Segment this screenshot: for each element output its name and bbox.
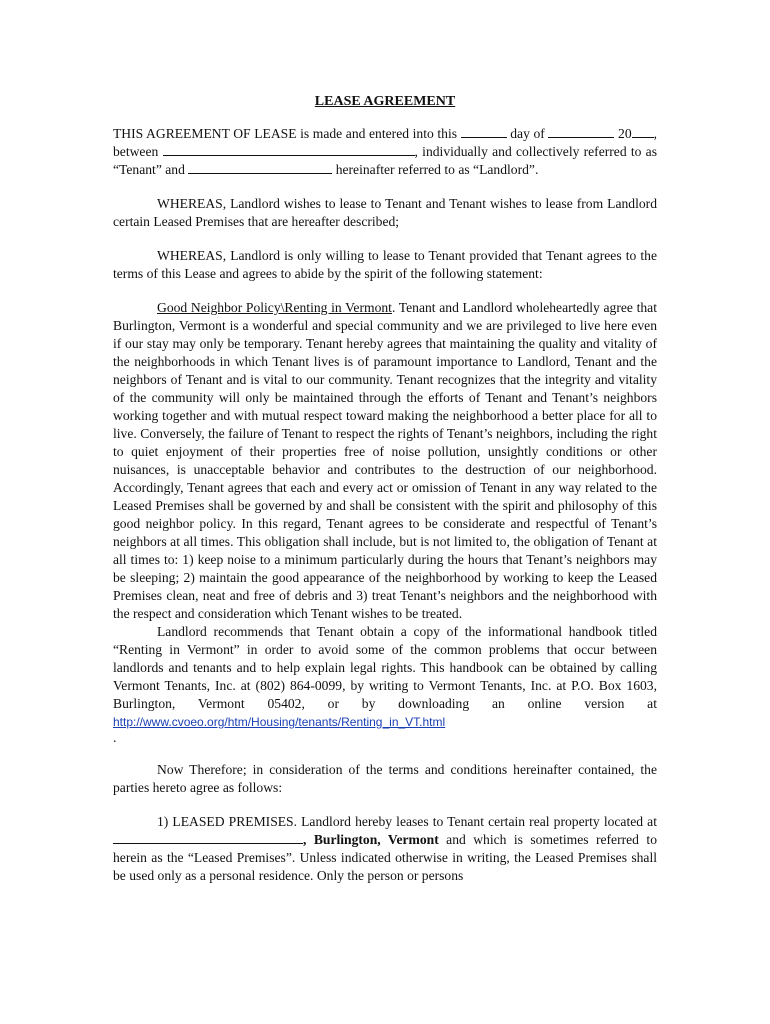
intro-text-6: hereinafter referred to as “Landlord”.: [335, 162, 539, 177]
day-blank[interactable]: [461, 125, 507, 138]
property-address-blank[interactable]: [113, 831, 303, 844]
intro-text-5: , individually and collectively referred to as “Tenant” and: [113, 144, 657, 177]
handbook-text: Landlord recommends that Tenant obtain a copy of the informational handbook titled “Renting in Vermont” in order to avoid some of the common problems that occur between landlords and tenants and to help explain legal rights. This handbook can be obtained by calling Vermont Tenants, Inc. at (802) 864-0099, by writing to Vermont Tenants, Inc. at P.O. Box 1603, Burlington, Vermont 05402, or by downloading an online version at: [113, 624, 657, 711]
tenant-name-blank[interactable]: [163, 143, 415, 156]
good-neighbor-body: . Tenant and Landlord wholeheartedly agree that Burlington, Vermont is a wonderful and special community and we are privileged to live here even if our stay may only be temporary. Tenant hereby agrees that maintaining the quality and vitality of the neighborhoods in which Tenant lives is of paramount importance to Landlord, Tenant and the neighbors of Tenant and is vital to our community. Tenant recognizes that the integrity and vitality of the community will only be maintained through the efforts of Tenant and Tenant’s neighbors working together and with mutual respect toward making the neighborhood a better place for all to live. Conversely, the failure of Tenant to respect the rights of Tenant’s neighbors, including the right to quiet enjoyment of their properties free of noise pollution, unsightly conditions or other nuisances, is unacceptable behavior and contributes to the destruction of our neighborhood. Accordingly, Tenant agrees that each and every act or omission of Tenant in any way related to the Leased Premises shall be governed by and shall be consistent with the spirit and philosophy of this good neighbor policy. In this regard, Tenant agrees to be considerate and respectful of Tenant’s neighbors at all times. This obligation shall include, but is not limited to, the obligation of Tenant at all times to: 1) keep noise to a minimum particularly during the hours that Tenant’s neighbors may be sleeping; 2) maintain the good appearance of the neighborhood by working to keep the Leased Premises clean, neat and free of debris and 3) treat Tenant’s neighbors and the neighborhood with the respect and consideration which Tenant wishes to be treated.: [113, 300, 657, 621]
whereas-paragraph-2: WHEREAS, Landlord is only willing to lease to Tenant provided that Tenant agrees to the terms of this Lease and agrees to abide by the spirit of the following statement:: [113, 248, 657, 281]
renting-in-vt-link[interactable]: http://www.cvoeo.org/htm/Housing/tenants/Renting_in_VT.html: [113, 715, 446, 729]
now-therefore-paragraph: Now Therefore; in consideration of the terms and conditions hereinafter contained, the parties hereto agree as follows:: [113, 762, 657, 795]
intro-text-3: 20: [618, 126, 632, 141]
premises-text-1: 1) LEASED PREMISES. Landlord hereby leases to Tenant certain real property located at: [157, 814, 657, 829]
intro-paragraph: [113, 125, 657, 179]
year-blank[interactable]: [632, 125, 654, 138]
premises-text-2: and which is sometimes referred to herein as the “Leased Premises”. Unless indicated otherwise in writing, the Leased Premises shall be used only as a personal residence. Only the person or persons: [113, 832, 657, 883]
intro-text-4: , between: [113, 126, 658, 159]
premises-location-bold: , Burlington, Vermont: [303, 832, 439, 847]
handbook-trailing-period: .: [113, 730, 117, 745]
intro-text-1: THIS AGREEMENT OF LEASE is made and entered into this: [113, 126, 458, 141]
handbook-paragraph: [113, 623, 657, 731]
good-neighbor-heading: Good Neighbor Policy\Renting in Vermont: [157, 300, 392, 315]
whereas-paragraph-1: WHEREAS, Landlord wishes to lease to Tenant and Tenant wishes to lease from Landlord certain Leased Premises that are hereafter described;: [113, 196, 657, 229]
month-blank[interactable]: [548, 125, 614, 138]
landlord-name-blank[interactable]: [188, 161, 332, 174]
document-title: LEASE AGREEMENT: [314, 94, 456, 109]
leased-premises-paragraph: [113, 813, 657, 885]
intro-text-2: day of: [510, 126, 545, 141]
good-neighbor-paragraph: [113, 299, 657, 623]
